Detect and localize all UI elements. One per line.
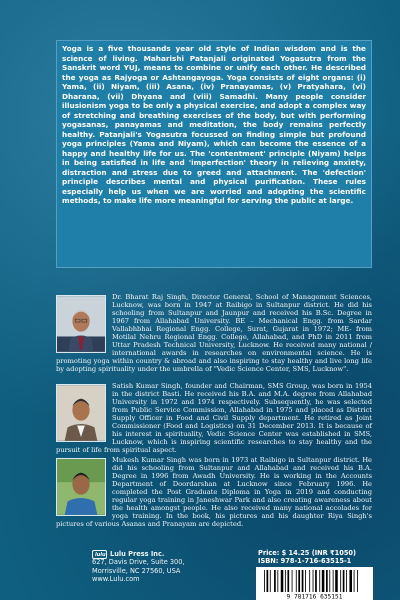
- barcode-digits: 9 781716 635151: [286, 593, 343, 600]
- lulu-logo-text: lulu: [95, 552, 106, 558]
- publisher-name: Lulu Press Inc.: [110, 550, 165, 558]
- barcode-bar: [315, 570, 317, 592]
- publisher-info: [92, 550, 185, 584]
- author-bio-mukesh-kumar-singh: [56, 456, 372, 528]
- author-bio-text: Mukesh Kumar Singh was born in 1973 at Raibigo in Sultanpur district. He did his schooling from Sultanpur and Allahabad and received his B.A. Degree in 1996 from Awadh University. He is working in the Accounts Department of Doordarshan at Lucknow since February 1996. He completed the Post Graduate Diploma in Yoga in 2019 and conducting regular yoga training in Janeshwar Park and also creating awareness about the health amongst people. He also received many national accolades for yoga training. In the book, his pictures and his daughter Riya Singh's pictures of various Asanas and Pranayam are depicted.: [56, 456, 372, 529]
- barcode-bar: [285, 570, 286, 592]
- publisher-address-line1: 627, Davis Drive, Suite 300,: [92, 558, 185, 567]
- author-photo: [56, 384, 106, 442]
- barcode-bar: [313, 570, 314, 592]
- barcode-bar: [292, 570, 293, 592]
- barcode-bar: [326, 570, 328, 592]
- isbn-line: ISBN: 978-1-716-63515-1: [258, 557, 352, 566]
- barcode-bar: [357, 570, 358, 592]
- publisher-address-line2: Morrisville, NC 27560, USA: [92, 566, 181, 575]
- barcode-bar: [264, 570, 265, 592]
- author-photo: [56, 458, 106, 516]
- barcode-bar: [340, 570, 341, 592]
- intro-text: Yoga is a five thousands year old style of Indian wisdom and is the science of living. Maharishi Patanjali originated Yogasutra from the Sanskrit word YUJ, means to combine or unify each other. He described the yoga as Rajyoga or Ashtangayoga. Yoga consists of eight organs: (i) Yama, (ii) Niyam, (iii) Asana, (iv) Pranayamas, (v) Pratyahara, (vi) Dharana, (vii) Dhyana and (viii) Samadhi. Many people consider illusionism yoga to be only a physical exercise, and adopt a complex way of stretching and breathing exercises of the body, but with performing yogasanas, panayamas and meditation, the body remains perfectly healthy. Patanjali's Yogasutra focussed on finding simple but profound yoga principles (Yama and Niyam), which can become the essence of a happy and healthy life for us. The 'contentment' principle (Niyam) helps in being satisfied in life and 'imperfection' theory in relieving anxiety, distraction and stress due to greed and attachment. The 'defection' principle describes mental and physical purification. These rules especially help us when we are worried and adopting the scientific methods, to make life more meaningful for serving the public at large.: [62, 44, 366, 205]
- publisher-website: www.Lulu.com: [92, 575, 140, 584]
- barcode-bar: [281, 570, 284, 592]
- barcode-bar: [346, 570, 347, 592]
- barcode-bar: [349, 570, 352, 592]
- barcode-bar: [305, 570, 306, 592]
- barcode-bar: [270, 570, 271, 592]
- author-bio-bharat-raj-singh: [56, 293, 372, 373]
- barcode-bar: [277, 570, 278, 592]
- price-block: [258, 549, 356, 566]
- author-bio-satish-kumar-singh: [56, 382, 372, 454]
- barcode-bar: [335, 570, 338, 592]
- barcode-bar: [309, 570, 310, 592]
- barcode-graphic: [256, 567, 373, 600]
- barcode-bar: [343, 570, 345, 592]
- barcode-bar: [287, 570, 289, 592]
- barcode-bar: [274, 570, 276, 592]
- isbn-barcode: [256, 567, 373, 600]
- barcode-bar: [302, 570, 304, 592]
- intro-box: [56, 40, 372, 268]
- author-bio-text: Dr. Bharat Raj Singh, Director General, School of Management Sciences, Lucknow, was born in 1947 at Raibigo in Sultanpur district. He did his schooling from Sultanpur and Jaunpur and received his B.Sc. Degree in 1967 from Allahabad University. BE – Mechanical Engg. from Sardar Vallabhbhai Regional Engg. College, Surat, Gujarat in 1972; ME- from Motilal Nehru Regional Engg. College, Allahabad, and PhD in 2011 from Uttar Pradesh Technical University, Lucknow. He received many national / international awards in researches on environmental science. He is promoting yoga within country & abroad and also inspiring to stay healthy and live long life by adopting spirituality under the umbrella of "Vedic Science Center, SMS, Lucknow".: [56, 293, 372, 374]
- barcode-bar: [296, 570, 297, 592]
- price-line: Price: $ 14.25 (INR ₹1050): [258, 549, 357, 557]
- barcode-bar: [319, 570, 320, 592]
- barcode-bar: [329, 570, 330, 592]
- barcode-bar: [298, 570, 300, 592]
- author-photo: [56, 295, 106, 353]
- barcode-bar: [354, 570, 355, 592]
- barcode-bar: [322, 570, 325, 592]
- author-bio-text: Satish Kumar Singh, founder and Chairman, SMS Group, was born in 1954 in the district Basti. He received his B.A. and M.A. degree from Allahabad University in 1972 and 1974 respectively. Subsequently, he was selected from Public Service Commission, Allahabad in 1975 and placed as District Supply Officer in Food and Civil Supply department. He retired as Joint Commissioner (Food and Logistics) on 31 December 2013. It is because of his interest in spirituality, Vedic Science Center was established in SMS, Lucknow, which is inspiring scientific researches to stay healthy and the pursuit of life from spiritual aspect.: [56, 382, 372, 455]
- barcode-bar: [267, 570, 269, 592]
- barcode-bar: [333, 570, 334, 592]
